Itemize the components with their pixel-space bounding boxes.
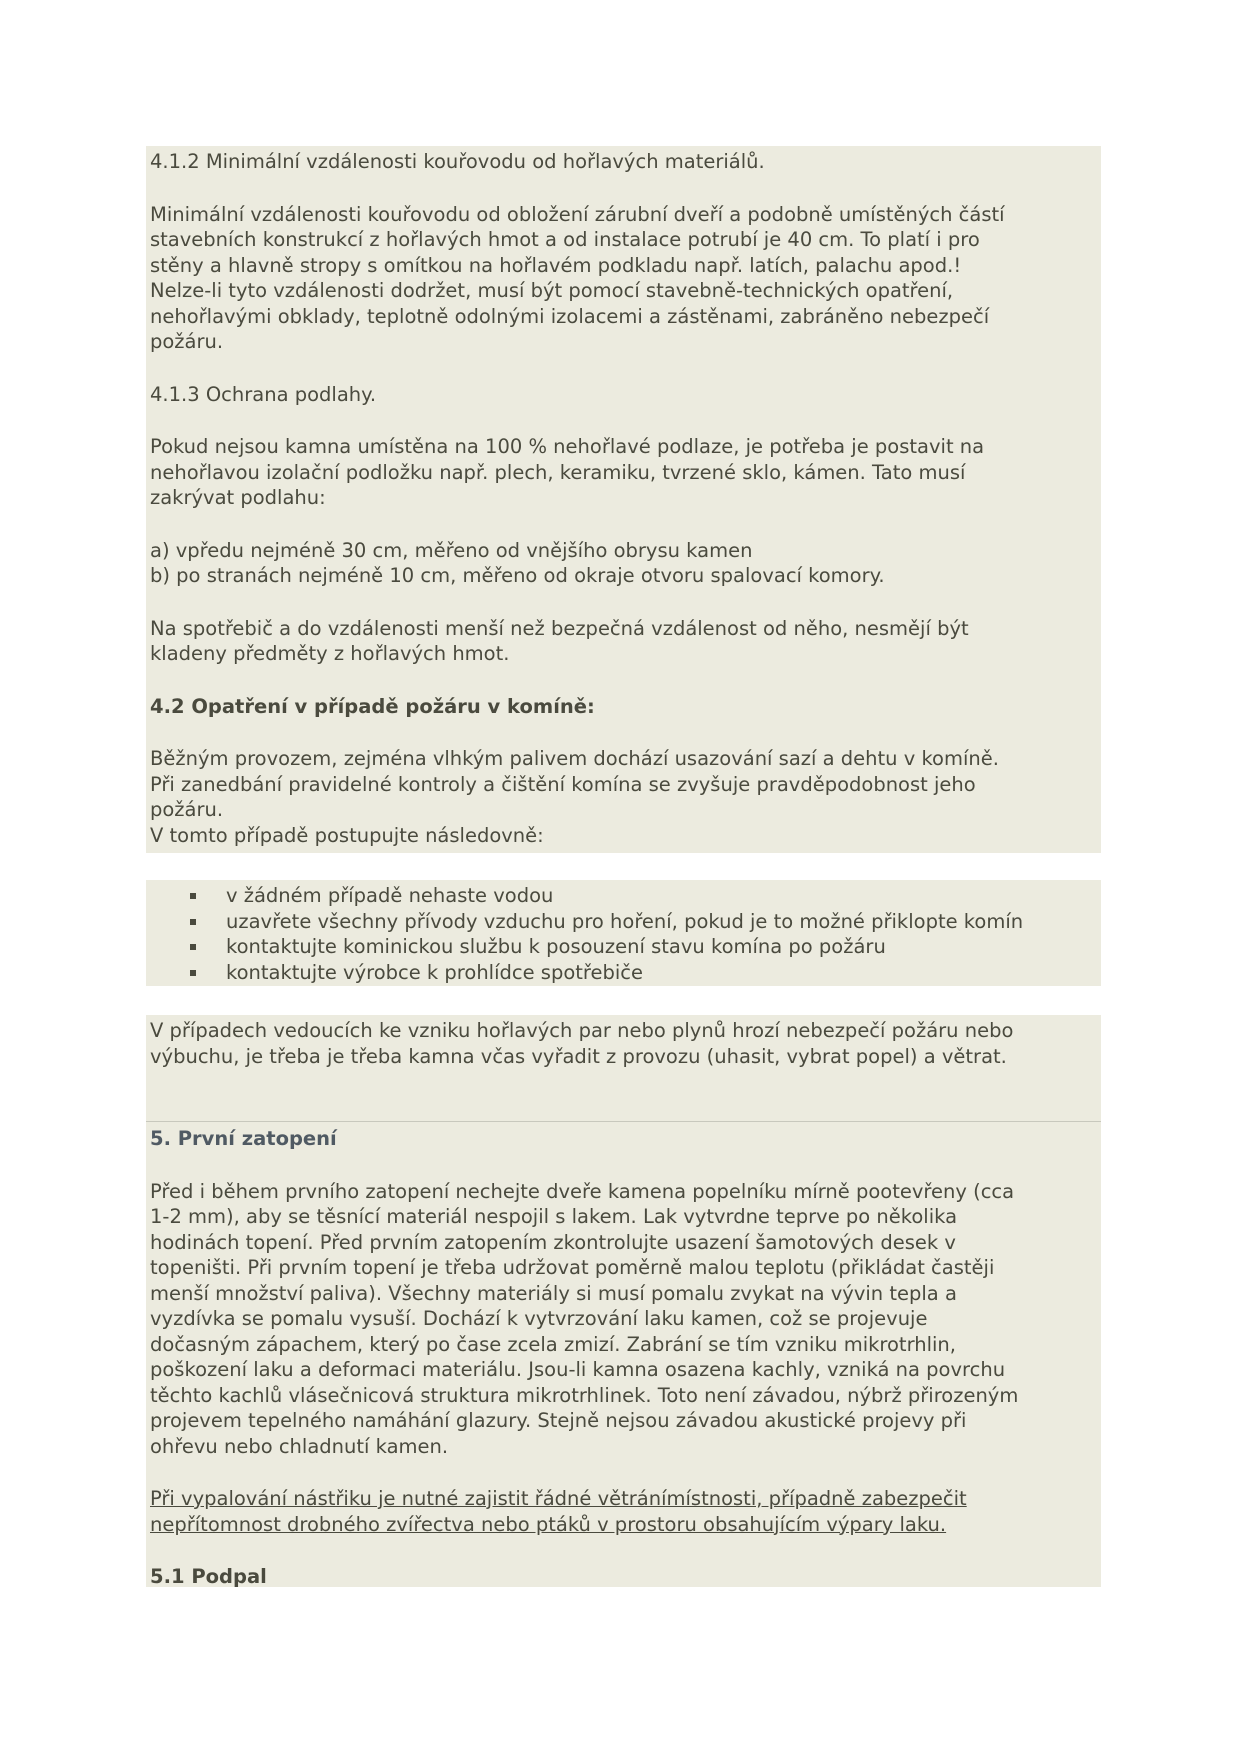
paragraph-line: menší množství paliva). Všechny materiály si musí pomalu zvykat na vývin tepla a: [150, 1281, 957, 1305]
paragraph-line: Pokud nejsou kamna umístěna na 100 % nehořlavé podlaze, je potřeba je postavit na: [150, 435, 985, 458]
paragraph-line: nehořlavou izolační podložku např. plech, keramiku, tvrzené sklo, kámen. Tato musí: [150, 460, 966, 484]
paragraph-line: stěny a hlavně stropy s omítkou na hořlavém podkladu např. latích, palachu apod.!: [150, 253, 962, 277]
bullet-icon: [190, 893, 196, 899]
heading-5-1: 5.1 Podpal: [150, 1565, 267, 1588]
paragraph-line: Nelze-li tyto vzdálenosti dodržet, musí být pomocí stavebně-technických opatření,: [150, 279, 954, 302]
warning-block: [146, 1015, 1101, 1121]
bullet-item: kontaktujte kominickou službu k posouzení stavu komína po požáru: [150, 934, 1097, 960]
paragraph-line: kladeny předměty z hořlavých hmot.: [150, 642, 510, 665]
paragraph-line: Před i během prvního zatopení nechejte dveře kamena popelníku mírně pootevřeny (cca: [150, 1179, 1015, 1203]
paragraph-line: Minimální vzdálenosti kouřovodu od obložení zárubní dveří a podobně umístěných částí: [150, 202, 1005, 226]
paragraph-line: těchto kachlů vlásečnicová struktura mikrotrhlinek. Toto není závadou, nýbrž přirozeným: [150, 1383, 1019, 1407]
list-item: a) vpředu nejméně 30 cm, měřeno od vnějšího obrysu kamen: [150, 538, 753, 562]
paragraph-line: projevem tepelného namáhání glazury. Stejně nejsou závadou akustické projevy při: [150, 1409, 967, 1432]
bullet-item: v žádném případě nehaste vodou: [150, 883, 1097, 909]
paragraph-line: Běžným provozem, zejména vlhkým palivem dochází usazování sazí a dehtu v komíně.: [150, 747, 999, 770]
paragraph-line: požáru.: [150, 330, 224, 353]
paragraph-line: dočasným zápachem, který po čase zcela zmizí. Zabrání se tím vzniku mikrotrhlin,: [150, 1332, 956, 1356]
heading-5: 5. První zatopení: [150, 1127, 337, 1150]
underlined-note-line: Při vypalování nástřiku je nutné zajistit řádné větránímístnosti, případně zabezpečit: [150, 1487, 967, 1510]
paragraph-line: hodinách topení. Před prvním zatopením zkontrolujte usazení šamotových desek v: [150, 1230, 956, 1254]
heading-4-2: 4.2 Opatření v případě požáru v komíně:: [150, 694, 595, 718]
bullet-icon: [190, 944, 196, 950]
section-block-5: [146, 1122, 1101, 1587]
bullet-icon: [190, 970, 196, 976]
paragraph-line: Na spotřebič a do vzdálenosti menší než bezpečná vzdálenost od něho, nesmějí být: [150, 616, 969, 640]
paragraph-line: 1-2 mm), aby se těsnící materiál nespojil s lakem. Lak vytvrdne teprve po několika: [150, 1205, 958, 1228]
heading-4-1-3: 4.1.3 Ochrana podlahy.: [150, 382, 377, 406]
underlined-note-line: nepřítomnost drobného zvířectva nebo ptáků v prostoru obsahujícím výpary laku.: [150, 1512, 947, 1536]
bullet-list: [150, 883, 1097, 985]
paragraph-line: výbuchu, je třeba je třeba kamna včas vyřadit z provozu (uhasit, vybrat popel) a větrat.: [150, 1044, 1007, 1068]
paragraph-line: poškození laku a deformaci materiálu. Jsou-li kamna osazena kachly, vzniká na povrchu: [150, 1358, 1006, 1381]
paragraph-line: topeništi. Při prvním topení je třeba udržovat poměrně malou teplotu (přikládat častěji: [150, 1256, 995, 1279]
paragraph-line: V případech vedoucích ke vzniku hořlavých par nebo plynů hrozí nebezpečí požáru nebo: [150, 1019, 1014, 1042]
bullet-item: uzavřete všechny přívody vzduchu pro hoření, pokud je to možné přiklopte komín: [150, 909, 1097, 935]
paragraph-line: ohřevu nebo chladnutí kamen.: [150, 1434, 449, 1458]
list-item: b) po stranách nejméně 10 cm, měřeno od okraje otvoru spalovací komory.: [150, 564, 885, 587]
section-block-main: [146, 146, 1101, 853]
paragraph-line: nehořlavými obklady, teplotně odolnými izolacemi a zástěnami, zabráněno nebezpečí: [150, 304, 990, 328]
bullet-icon: [190, 919, 196, 925]
bullet-list-block: [146, 880, 1101, 986]
paragraph-line: vyzdívka se pomalu vysuší. Dochází k vytvrzování laku kamen, což se projevuje: [150, 1307, 928, 1330]
paragraph-line: V tomto případě postupujte následovně:: [150, 823, 544, 847]
paragraph-line: stavebních konstrukcí z hořlavých hmot a od instalace potrubí je 40 cm. To platí i pro: [150, 228, 980, 251]
paragraph-line: požáru.: [150, 798, 224, 821]
paragraph-line: Při zanedbání pravidelné kontroly a čištění komína se zvyšuje pravděpodobnost jeho: [150, 772, 976, 796]
paragraph-line: zakrývat podlahu:: [150, 486, 326, 509]
heading-4-1-2: 4.1.2 Minimální vzdálenosti kouřovodu od hořlavých materiálů.: [150, 150, 765, 173]
bullet-item: kontaktujte výrobce k prohlídce spotřebiče: [150, 960, 1097, 986]
